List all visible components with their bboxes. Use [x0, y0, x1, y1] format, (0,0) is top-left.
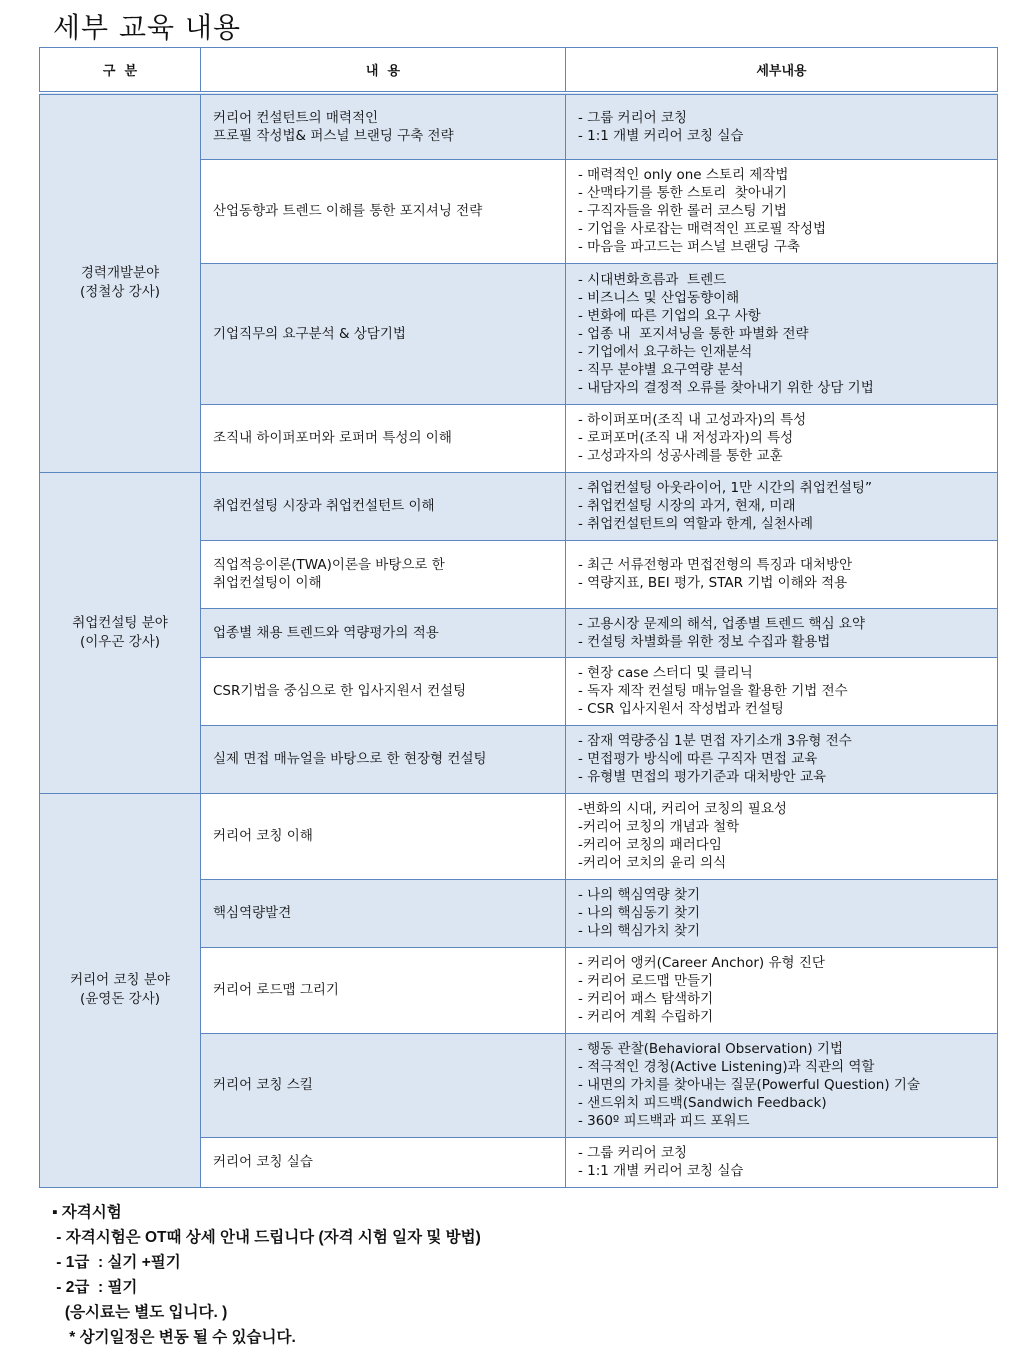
category-label: (윤영돈 강사) — [79, 991, 161, 1007]
content-text: 취업컨설팅이 이해 — [213, 575, 322, 591]
detail-cell — [566, 93, 998, 159]
detail-cell — [566, 1137, 998, 1187]
detail-item: - 샌드위치 피드백(Sandwich Feedback) — [578, 1095, 827, 1111]
detail-item: - 고용시장 문제의 해석, 업종별 트렌드 핵심 요약 — [578, 615, 865, 632]
content-cell — [201, 1033, 566, 1137]
content-cell — [201, 608, 566, 657]
content-cell — [201, 657, 566, 725]
detail-cell — [566, 1033, 998, 1137]
education-table — [39, 47, 998, 1188]
content-cell — [201, 947, 566, 1033]
content-text: 커리어 로드맵 그리기 — [213, 982, 339, 998]
detail-item: - 나의 핵심역량 찾기 — [578, 887, 701, 903]
detail-cell — [566, 879, 998, 947]
content-cell — [201, 540, 566, 608]
detail-cell — [566, 404, 998, 472]
notes-line: - 1급 : 실기 +필기 — [52, 1254, 181, 1271]
content-cell — [201, 93, 566, 159]
content-text: 핵심역량발견 — [213, 905, 292, 921]
detail-cell — [566, 472, 998, 540]
detail-item: - 비즈니스 및 산업동향이해 — [578, 289, 740, 306]
table-header-row — [40, 48, 998, 94]
detail-item: - 기업에서 요구하는 인재분석 — [578, 343, 753, 360]
detail-cell — [566, 947, 998, 1033]
detail-cell — [566, 793, 998, 879]
content-cell — [201, 879, 566, 947]
detail-item: -커리어 코칭의 패러다임 — [578, 837, 722, 853]
detail-item: - 현장 case 스터디 및 클리닉 — [578, 665, 753, 681]
detail-item: - 취업컨설턴트의 역할과 한계, 실천사례 — [578, 516, 813, 532]
content-text: 조직내 하이퍼포머와 로퍼머 특성의 이해 — [213, 430, 452, 446]
content-cell — [201, 793, 566, 879]
content-cell — [201, 404, 566, 472]
detail-item: - 로퍼포머(조직 내 저성과자)의 특성 — [578, 430, 794, 446]
content-cell — [201, 725, 566, 793]
detail-item: - 취업컨설팅 시장의 과거, 현재, 미래 — [578, 498, 796, 514]
content-text: 취업컨설팅 시장과 취업컨설턴트 이해 — [213, 498, 435, 514]
detail-item: - 구직자들을 위한 롤러 코스팅 기법 — [578, 203, 787, 219]
detail-item: - 적극적인 경청(Active Listening)과 직관의 역할 — [578, 1059, 875, 1075]
detail-item: - 시대변화흐름과 트렌드 — [578, 271, 727, 288]
notes-line: * 상기일정은 변동 될 수 있습니다. — [52, 1329, 296, 1346]
detail-cell — [566, 725, 998, 793]
content-text: 커리어 컨설턴트의 매력적인 — [213, 109, 379, 126]
content-cell — [201, 263, 566, 404]
detail-item: - 면접평가 방식에 따른 구직자 면접 교육 — [578, 751, 818, 767]
detail-cell — [566, 263, 998, 404]
detail-item: - 마음을 파고드는 퍼스널 브랜딩 구축 — [578, 239, 800, 255]
detail-item: - 그룹 커리어 코칭 — [578, 1145, 688, 1161]
detail-item: - 나의 핵심가치 찾기 — [578, 923, 701, 939]
detail-item: - 업종 내 포지셔닝을 통한 파별화 전략 — [578, 325, 809, 342]
content-text: CSR기법을 중심으로 한 입사지원서 컨설팅 — [213, 683, 467, 699]
exam-notes — [52, 1200, 481, 1350]
page-title: 세부 교육 내용 — [53, 11, 242, 44]
detail-item: - 1:1 개별 커리어 코칭 실습 — [578, 1163, 744, 1179]
detail-item: - 하이퍼포머(조직 내 고성과자)의 특성 — [578, 412, 807, 428]
content-text: 커리어 코칭 스킬 — [213, 1077, 313, 1093]
detail-item: - 컨설팅 차별화를 위한 정보 수집과 활용법 — [578, 633, 831, 650]
notes-heading: ▪ 자격시험 — [52, 1204, 122, 1221]
header-category: 구 분 — [40, 48, 201, 94]
category-label: 커리어 코칭 분야 — [70, 972, 170, 988]
category-cell — [40, 472, 201, 793]
detail-item: - 내면의 가치를 찾아내는 질문(Powerful Question) 기술 — [578, 1077, 920, 1093]
detail-item: - 나의 핵심동기 찾기 — [578, 905, 701, 921]
detail-item: - 1:1 개별 커리어 코칭 실습 — [578, 127, 744, 144]
detail-item: - 고성과자의 성공사례를 통한 교훈 — [578, 448, 783, 464]
detail-item: -커리어 코치의 윤리 의식 — [578, 855, 727, 871]
table-row — [40, 93, 998, 159]
detail-item: -변화의 시대, 커리어 코칭의 필요성 — [578, 801, 787, 817]
detail-item: - 기업을 사로잡는 매력적인 프로필 작성법 — [578, 221, 827, 237]
detail-item: - 취업컨설팅 아웃라이어, 1만 시간의 취업컨설팅” — [578, 480, 872, 496]
detail-item: - 최근 서류전형과 면접전형의 특징과 대처방안 — [578, 557, 853, 573]
content-text: 직업적응이론(TWA)이론을 바탕으로 한 — [213, 557, 445, 573]
category-label: 경력개발분야 — [80, 265, 160, 282]
detail-item: -커리어 코칭의 개념과 철학 — [578, 819, 740, 835]
content-text: 업종별 채용 트렌드와 역량평가의 적용 — [213, 624, 439, 641]
detail-item: - 커리어 앵커(Career Anchor) 유형 진단 — [578, 955, 825, 971]
detail-cell — [566, 540, 998, 608]
content-cell — [201, 472, 566, 540]
table-row — [40, 472, 998, 540]
content-cell — [201, 1137, 566, 1187]
detail-item: - 행동 관찰(Behavioral Observation) 기법 — [578, 1041, 843, 1057]
detail-item: - 내담자의 결정적 오류를 찾아내기 위한 상담 기법 — [578, 379, 874, 396]
detail-item: - 매력적인 only one 스토리 제작법 — [578, 167, 789, 183]
table-body — [40, 93, 998, 1187]
content-text: 커리어 코칭 실습 — [213, 1154, 313, 1170]
content-text: 산업동향과 트렌드 이해를 통한 포지셔닝 전략 — [213, 203, 483, 219]
detail-item: - 역량지표, BEI 평가, STAR 기법 이해와 적용 — [578, 575, 848, 591]
detail-item: - 커리어 계획 수립하기 — [578, 1009, 714, 1025]
content-text: 프로필 작성법& 퍼스널 브랜딩 구축 전략 — [213, 127, 454, 144]
category-cell — [40, 93, 201, 472]
content-text: 기업직무의 요구분석 & 상담기법 — [213, 325, 406, 342]
notes-line: - 자격시험은 OT때 상세 안내 드립니다 (자격 시험 일자 및 방법) — [52, 1229, 481, 1246]
detail-item: - 직무 분야별 요구역량 분석 — [578, 361, 744, 378]
header-content: 내 용 — [201, 48, 566, 94]
content-text: 커리어 코칭 이해 — [213, 828, 313, 844]
detail-cell — [566, 657, 998, 725]
detail-item: - 360º 피드백과 피드 포워드 — [578, 1113, 750, 1129]
detail-cell — [566, 159, 998, 263]
content-text: 실제 면접 매뉴얼을 바탕으로 한 현장형 컨설팅 — [213, 751, 487, 767]
notes-line: (응시료는 별도 입니다. ) — [52, 1304, 228, 1321]
notes-line: - 2급 : 필기 — [52, 1279, 138, 1296]
category-cell — [40, 793, 201, 1187]
detail-item: - CSR 입사지원서 작성법과 컨설팅 — [578, 701, 784, 717]
content-cell — [201, 159, 566, 263]
category-label: (이우곤 강사) — [79, 633, 161, 650]
detail-item: - 그룹 커리어 코칭 — [578, 109, 688, 126]
detail-item: - 산맥타기를 통한 스토리 찾아내기 — [578, 185, 787, 201]
category-label: (정철상 강사) — [79, 284, 161, 301]
detail-cell — [566, 608, 998, 657]
category-label: 취업컨설팅 분야 — [72, 614, 168, 631]
detail-item: - 잠재 역량중심 1분 면접 자기소개 3유형 전수 — [578, 733, 852, 749]
detail-item: - 독자 제작 컨설팅 매뉴얼을 활용한 기법 전수 — [578, 683, 848, 699]
detail-item: - 커리어 로드맵 만들기 — [578, 973, 714, 989]
detail-item: - 변화에 따른 기업의 요구 사항 — [578, 307, 761, 324]
detail-item: - 커리어 패스 탐색하기 — [578, 991, 714, 1007]
detail-item: - 유형별 면접의 평가기준과 대처방안 교육 — [578, 769, 827, 785]
header-details: 세부내용 — [566, 48, 998, 94]
table-row — [40, 793, 998, 879]
